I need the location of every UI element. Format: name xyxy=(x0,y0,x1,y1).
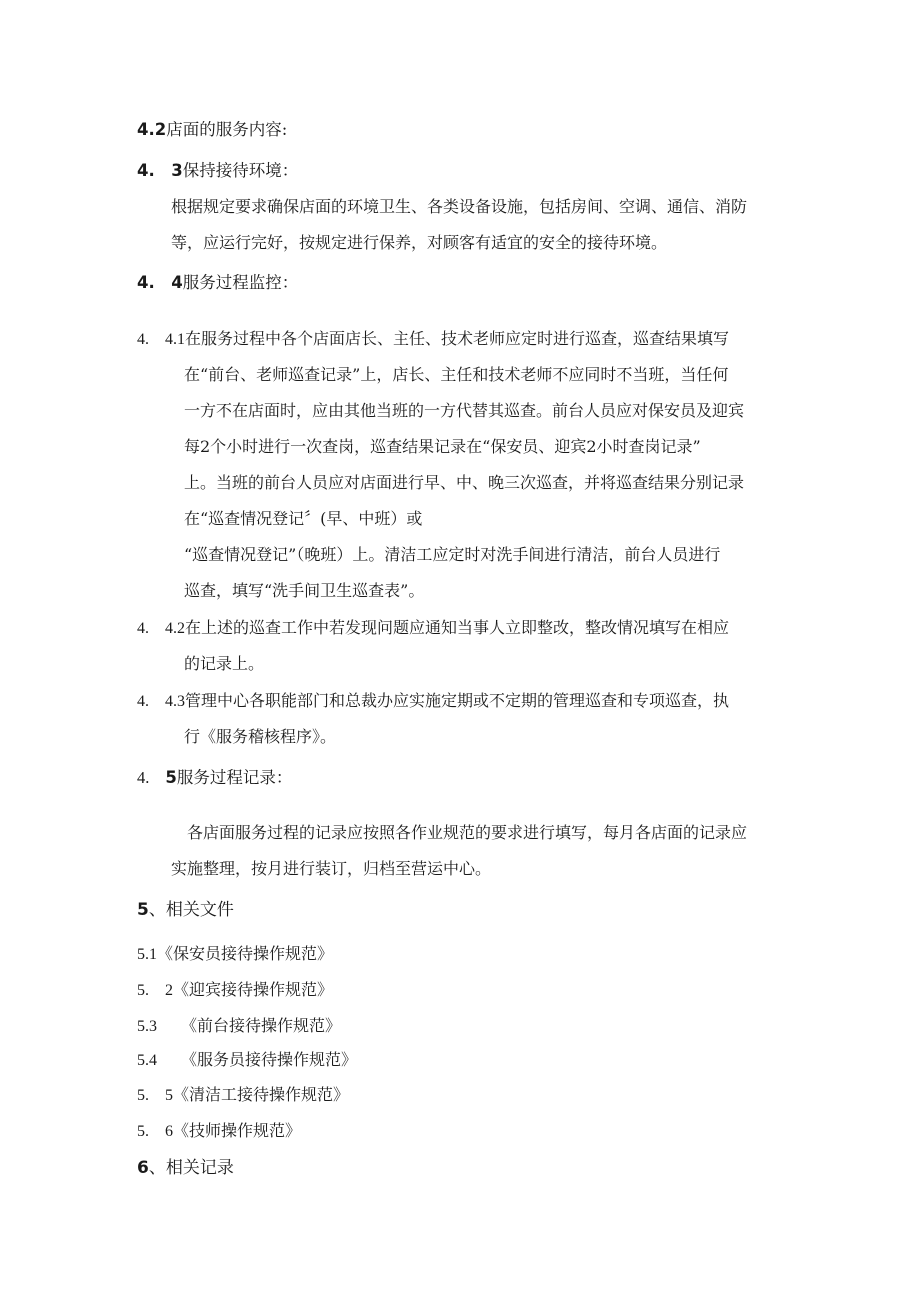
heading-4-5 xyxy=(137,767,292,789)
item-line: “巡查情况登记”（晚班）上。清洁工应定时对洗手间进行清洁，前台人员进行 xyxy=(184,545,721,564)
item-line: 管理中心各职能部门和总裁办应实施定期或不定期的管理巡查和专项巡查，执 xyxy=(185,691,730,710)
paragraph-line: 各店面服务过程的记录应按照各作业规范的要求进行填写，每月各店面的记录应 xyxy=(187,823,748,842)
item-line: 巡查，填写“洗手间卫生巡查表”。 xyxy=(184,581,425,600)
item-line: 在服务过程中各个店面店长、主任、技术老师应定时进行巡查，巡查结果填写 xyxy=(185,329,730,348)
heading-4-4 xyxy=(137,272,298,294)
file-title: 《保安员接待操作规范》 xyxy=(157,944,334,963)
heading-text: 店面的服务内容: xyxy=(166,120,288,139)
heading-number: 4. 4 xyxy=(137,273,183,292)
item-line: 上。当班的前台人员应对店面进行早、中、晚三次巡查，并将巡查结果分别记录 xyxy=(184,473,745,492)
item-4-4-3 xyxy=(137,690,729,713)
heading-4-3 xyxy=(137,160,298,182)
item-4-4-2 xyxy=(137,617,729,640)
heading-number: 4.2 xyxy=(137,120,167,139)
heading-prefix: 4. xyxy=(137,768,150,787)
file-title: 《清洁工接待操作规范》 xyxy=(173,1085,350,1104)
heading-number: 5 xyxy=(165,768,177,787)
file-item xyxy=(137,943,333,966)
heading-text: 、相关记录 xyxy=(148,1158,234,1178)
heading-number: 4. 3 xyxy=(137,161,183,180)
item-line: 行《服务稽核程序》。 xyxy=(184,727,337,746)
item-number: 4. 4.3 xyxy=(137,693,186,710)
heading-6 xyxy=(137,1157,234,1179)
item-line: 每2个小时进行一次查岗，巡查结果记录在“保安员、迎宾2小时查岗记录” xyxy=(184,437,701,456)
file-item xyxy=(137,1015,341,1038)
item-line: 在上述的巡查工作中若发现问题应通知当事人立即整改，整改情况填写在相应 xyxy=(185,618,730,637)
item-number: 4. 4.1 xyxy=(137,331,186,348)
heading-number: 5 xyxy=(137,900,149,920)
item-line: 一方不在店面时，应由其他当班的一方代替其巡查。前台人员应对保安员及迎宾 xyxy=(184,401,745,420)
item-line: 在“前台、老师巡查记录”上，店长、主任和技术老师不应同时不当班，当任何 xyxy=(184,365,729,384)
file-item xyxy=(137,979,333,1002)
file-title: 《前台接待操作规范》 xyxy=(181,1016,342,1035)
item-line: 在“巡查情况登记〞(早、中班）或 xyxy=(184,509,423,528)
file-number: 5. 5 xyxy=(137,1087,174,1104)
file-title: 《迎宾接待操作规范》 xyxy=(173,980,334,999)
heading-4-2 xyxy=(137,119,287,141)
file-number: 5. 2 xyxy=(137,982,174,999)
heading-number: 6 xyxy=(137,1158,149,1178)
item-line: 的记录上。 xyxy=(184,654,265,673)
file-number: 5.1 xyxy=(137,946,157,963)
file-item xyxy=(137,1049,357,1072)
paragraph-line: 根据规定要求确保店面的环境卫生、各类设备设施，包括房间、空调、通信、消防 xyxy=(171,197,748,216)
heading-text: 服务过程监控： xyxy=(182,273,299,292)
heading-text: 服务过程记录： xyxy=(176,768,293,787)
file-number: 5.3 xyxy=(137,1018,157,1035)
file-item xyxy=(137,1084,349,1107)
paragraph-line: 实施整理，按月进行装订，归档至营运中心。 xyxy=(171,859,492,878)
item-4-4-1 xyxy=(137,328,729,351)
file-title: 《服务员接待操作规范》 xyxy=(181,1050,358,1069)
heading-text: 、相关文件 xyxy=(148,900,234,920)
heading-text: 保持接待环境： xyxy=(182,161,299,180)
file-number: 5.4 xyxy=(137,1052,157,1069)
file-title: 《技师操作规范》 xyxy=(173,1121,302,1140)
item-number: 4. 4.2 xyxy=(137,620,186,637)
file-item xyxy=(137,1120,301,1143)
paragraph-line: 等，应运行完好，按规定进行保养，对顾客有适宜的安全的接待环境。 xyxy=(171,233,668,252)
heading-5 xyxy=(137,899,234,921)
file-number: 5. 6 xyxy=(137,1123,174,1140)
